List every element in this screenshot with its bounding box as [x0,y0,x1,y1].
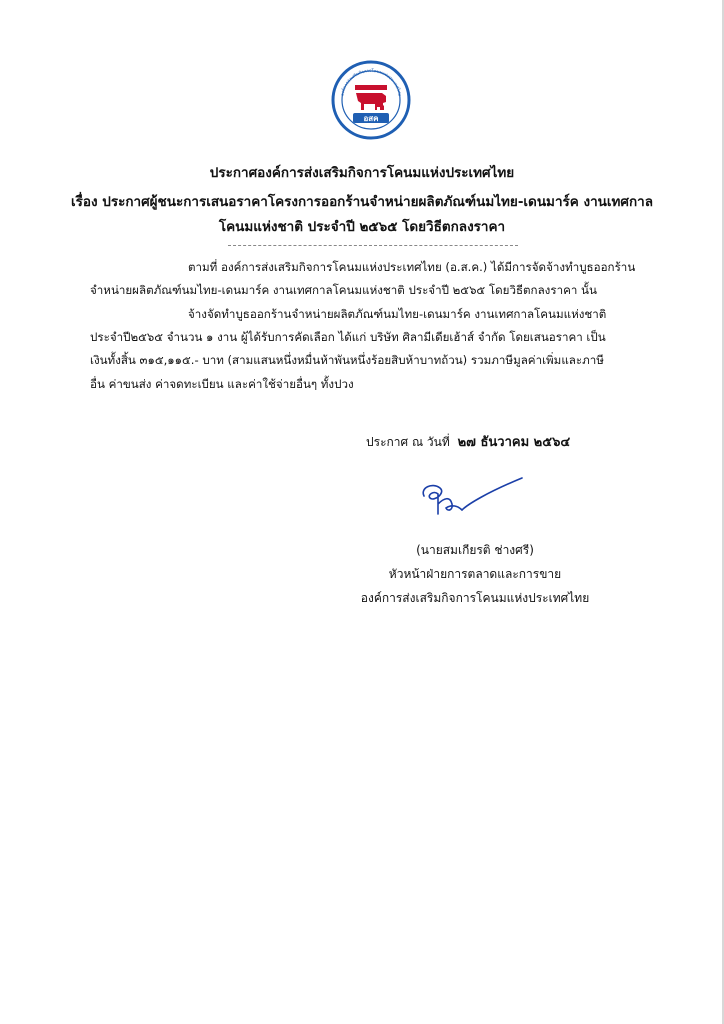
signature-icon [418,474,528,522]
page-title: ประกาศองค์การส่งเสริมกิจการโคนมแห่งประเทศไทย [209,165,515,181]
subject-line-continued: โคนมแห่งชาติ ประจำปี ๒๕๖๕ โดยวิธีตกลงราคา [218,219,506,235]
subject-line: เรื่อง ประกาศผู้ชนะการเสนอราคาโครงการออกร้านจำหน่ายผลิตภัณฑ์นมไทย-เดนมาร์ค งานเทศกาล [70,194,654,210]
body-paragraph-line: เงินทั้งสิ้น ๓๑๕,๑๑๕.- บาท (สามแสนหนึ่งหมื่นห้าพันหนึ่งร้อยสิบห้าบาทถ้วน) รวมภาษีมูลค่าเพิ่มและภาษี [90,353,604,367]
signatory-organization: องค์การส่งเสริมกิจการโคนมแห่งประเทศไทย [360,591,590,605]
logo-ring-text: องค์การส่งเสริมกิจการโคนมแห่งประเทศไทย [339,67,403,97]
logo-abbrev: อสค [363,114,379,123]
body-paragraph-line: ประจำปี๒๕๖๕ จำนวน ๑ งาน ผู้ได้รับการคัดเลือก ได้แก่ บริษัท ศิลามีเดียเฮ้าส์ จำกัด โดยเสนอราคา เป็น [90,330,606,344]
body-paragraph-line: จ้างจัดทำบูธออกร้านจำหน่ายผลิตภัณฑ์นมไทย-เดนมาร์ค งานเทศกาลโคนมแห่งชาติ [188,307,607,321]
separator-rule [228,245,518,246]
signatory-name: (นายสมเกียรติ ช่างศรี) [416,543,534,557]
body-paragraph-line: จำหน่ายผลิตภัณฑ์นมไทย-เดนมาร์ค งานเทศกาลโคนมแห่งชาติ ประจำปี ๒๕๖๕ โดยวิธีตกลงราคา นั้น [90,283,597,297]
body-paragraph-line: อื่น ค่าขนส่ง ค่าจดทะเบียน และค่าใช้จ่ายอื่นๆ ทั้งปวง [90,377,354,391]
signatory-position: หัวหน้าฝ่ายการตลาดและการขาย [388,567,562,581]
body-paragraph-line: ตามที่ องค์การส่งเสริมกิจการโคนมแห่งประเทศไทย (อ.ส.ค.) ได้มีการจัดจ้างทำบูธออกร้าน [188,260,636,274]
announcement-date [366,431,570,452]
announcement-date-prefix: ประกาศ ณ วันที่ [366,435,450,449]
cow-emblem-icon [331,60,411,140]
announcement-date-value: ๒๗ ธันวาคม ๒๕๖๔ [457,435,571,450]
